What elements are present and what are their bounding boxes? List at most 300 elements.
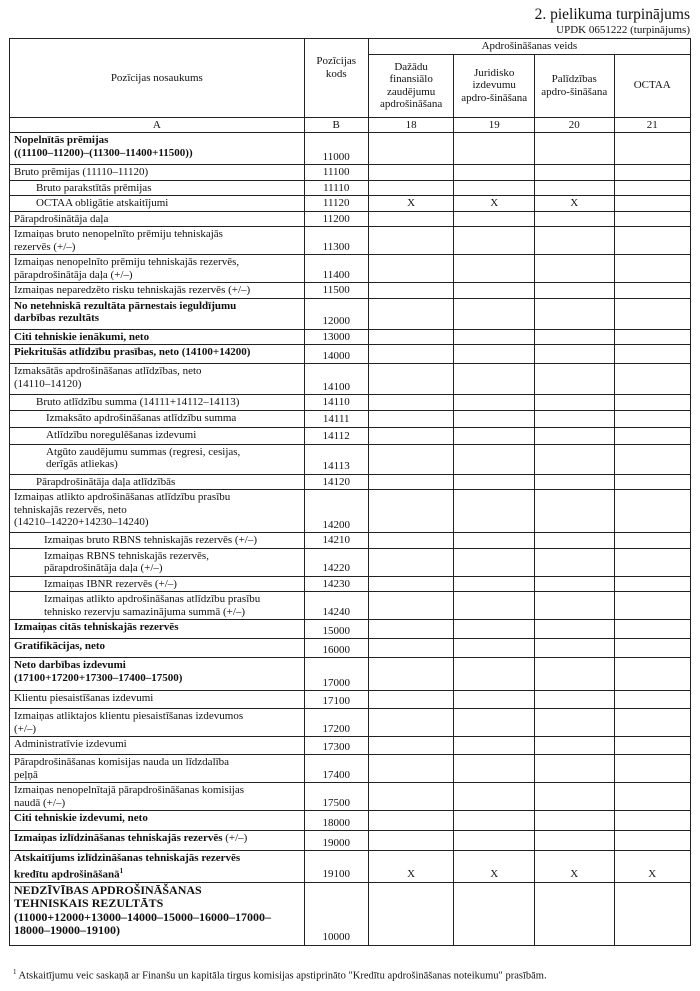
cell-legal-expenses (454, 691, 535, 709)
cell-octaa (614, 474, 691, 490)
cell-legal-expenses (454, 345, 535, 364)
cell-octaa (614, 395, 691, 411)
row-name (10, 345, 305, 364)
row-name-line: Izmaiņas atliktajos klientu piesaistīšanas izdevumos (14, 710, 244, 722)
cell-assistance (534, 592, 614, 620)
cell-legal-expenses (454, 755, 535, 783)
row-name-line: (17100+17200+17300–17400–17500) (14, 671, 183, 684)
cell-financial-loss (368, 410, 454, 427)
footnote-ref: 1 (119, 866, 124, 875)
row-name-line: Atskaitījums izlīdzināšanas tehniskajās rezervēs (14, 852, 241, 864)
cell-assistance (534, 548, 614, 576)
table-row (10, 709, 691, 737)
row-name (10, 410, 305, 427)
cell-financial-loss: X (368, 851, 454, 883)
cell-octaa (614, 548, 691, 576)
row-code: 11200 (304, 211, 368, 227)
cell-octaa (614, 490, 691, 533)
row-name (10, 180, 305, 196)
cell-legal-expenses (454, 737, 535, 755)
cell-assistance (534, 298, 614, 329)
table-row (10, 427, 691, 444)
cell-financial-loss (368, 709, 454, 737)
cell-octaa (614, 196, 691, 212)
cell-legal-expenses (454, 639, 535, 658)
table-row (10, 851, 691, 883)
cell-legal-expenses (454, 283, 535, 299)
row-code: 11100 (304, 165, 368, 181)
cell-assistance (534, 345, 614, 364)
cell-octaa: X (614, 851, 691, 883)
cell-octaa (614, 592, 691, 620)
row-name (10, 811, 305, 831)
cell-financial-loss (368, 180, 454, 196)
table-row (10, 639, 691, 658)
row-name-line: Izmaiņas nenopelnīto prēmiju tehniskajās rezervēs, (14, 256, 240, 268)
row-name (10, 283, 305, 299)
row-name (10, 658, 305, 691)
row-code: 17200 (304, 709, 368, 737)
row-name (10, 474, 305, 490)
cell-financial-loss (368, 592, 454, 620)
table-row (10, 133, 691, 165)
table-row (10, 227, 691, 255)
row-name (10, 620, 305, 639)
cell-financial-loss (368, 227, 454, 255)
table-row (10, 283, 691, 299)
cell-assistance (534, 811, 614, 831)
cell-financial-loss: X (368, 196, 454, 212)
cell-financial-loss (368, 831, 454, 851)
cell-legal-expenses (454, 255, 535, 283)
header-type-octaa: OCTAA (614, 54, 691, 117)
cell-octaa (614, 211, 691, 227)
row-name (10, 783, 305, 811)
form-code: UPDK 0651222 (turpinājums) (556, 24, 690, 36)
table-row (10, 474, 691, 490)
cell-octaa (614, 410, 691, 427)
row-name (10, 592, 305, 620)
table-row (10, 364, 691, 395)
row-name-line: Izmaiņas bruto RBNS tehniskajās rezervēs (+/–) (44, 534, 258, 546)
row-code: 16000 (304, 639, 368, 658)
row-code: 19000 (304, 831, 368, 851)
row-name-line: Citi tehniskie ienākumi, neto (14, 330, 150, 343)
cell-octaa (614, 882, 691, 945)
row-name-line: Izmaksātās apdrošināšanas atlīdzības, neto (14, 365, 202, 377)
row-name (10, 691, 305, 709)
row-name-line: Atgūto zaudējumu summas (regresi, cesijas, (46, 445, 241, 458)
row-name (10, 427, 305, 444)
table-row (10, 755, 691, 783)
letter-b: B (304, 117, 368, 133)
cell-assistance (534, 691, 614, 709)
row-code: 14200 (304, 490, 368, 533)
cell-financial-loss (368, 548, 454, 576)
cell-legal-expenses (454, 658, 535, 691)
cell-assistance (534, 474, 614, 490)
table-row (10, 444, 691, 474)
row-name-line: ((11100–11200)–(11300–11400+11500)) (14, 146, 193, 159)
cell-legal-expenses: X (454, 851, 535, 883)
table-row (10, 576, 691, 592)
cell-assistance (534, 737, 614, 755)
cell-octaa (614, 345, 691, 364)
row-name-line: derīgās atliekas) (46, 458, 118, 470)
cell-assistance (534, 639, 614, 658)
row-name-line: Atlīdzību noregulēšanas izdevumi (46, 428, 197, 441)
cell-octaa (614, 755, 691, 783)
row-name (10, 831, 305, 851)
row-name-line: (+/–) (14, 722, 37, 735)
row-name-line: peļņā (14, 768, 38, 781)
row-name (10, 329, 305, 345)
cell-assistance (534, 533, 614, 549)
cell-legal-expenses (454, 364, 535, 395)
row-name (10, 639, 305, 658)
cell-legal-expenses (454, 133, 535, 165)
row-name-line: Izmaiņas izlīdzināšanas tehniskajās rezervēs (14, 832, 223, 844)
row-name-line: (14110–14120) (14, 377, 82, 390)
cell-legal-expenses (454, 227, 535, 255)
row-name-line: Izmaiņas RBNS tehniskajās rezervēs, (44, 549, 209, 562)
row-name-line: tehniskajās rezervēs, neto (14, 503, 127, 516)
row-code: 14230 (304, 576, 368, 592)
row-code: 14111 (304, 410, 368, 427)
cell-octaa (614, 811, 691, 831)
row-code: 15000 (304, 620, 368, 639)
table-row (10, 658, 691, 691)
cell-financial-loss (368, 620, 454, 639)
cell-financial-loss (368, 783, 454, 811)
row-code: 14210 (304, 533, 368, 549)
cell-legal-expenses (454, 548, 535, 576)
row-name-line: darbības rezultāts (14, 312, 100, 324)
table-row (10, 329, 691, 345)
row-code: 11500 (304, 283, 368, 299)
cell-assistance (534, 395, 614, 411)
row-name (10, 737, 305, 755)
row-name-line: Administratīvie izdevumi (14, 738, 127, 750)
row-code: 11120 (304, 196, 368, 212)
row-code: 17000 (304, 658, 368, 691)
cell-assistance (534, 620, 614, 639)
cell-assistance (534, 658, 614, 691)
cell-financial-loss (368, 298, 454, 329)
row-name-line: Izmaiņas atlikto apdrošināšanas atlīdzību prasību (14, 491, 231, 503)
cell-assistance (534, 783, 614, 811)
cell-legal-expenses (454, 427, 535, 444)
cell-legal-expenses (454, 211, 535, 227)
cell-octaa (614, 709, 691, 737)
header-type-legal-expenses: Juridisko izdevumu apdro-šināšana (454, 54, 535, 117)
cell-financial-loss (368, 490, 454, 533)
row-name-line: rezervēs (+/–) (14, 240, 76, 253)
cell-legal-expenses (454, 576, 535, 592)
table-row (10, 490, 691, 533)
row-name (10, 882, 305, 945)
table-row (10, 783, 691, 811)
table-row (10, 548, 691, 576)
cell-octaa (614, 427, 691, 444)
cell-assistance: X (534, 851, 614, 883)
cell-assistance (534, 211, 614, 227)
cell-financial-loss (368, 427, 454, 444)
row-name (10, 133, 305, 165)
table-row (10, 737, 691, 755)
cell-financial-loss (368, 755, 454, 783)
row-code: 14220 (304, 548, 368, 576)
cell-assistance (534, 180, 614, 196)
cell-financial-loss (368, 639, 454, 658)
row-code: 11000 (304, 133, 368, 165)
row-name-line: TEHNISKAIS REZULTĀTS (14, 896, 164, 911)
row-name-line: Bruto prēmijas (11110–11120) (14, 166, 149, 178)
row-code: 14240 (304, 592, 368, 620)
cell-assistance (534, 831, 614, 851)
row-code: 17400 (304, 755, 368, 783)
row-name-line: Citi tehniskie izdevumi, neto (14, 812, 148, 824)
cell-financial-loss (368, 576, 454, 592)
cell-legal-expenses (454, 490, 535, 533)
cell-financial-loss (368, 658, 454, 691)
row-name-line: Izmaiņas atlikto apdrošināšanas atlīdzību prasību (44, 593, 261, 605)
cell-legal-expenses (454, 811, 535, 831)
cell-octaa (614, 639, 691, 658)
cell-octaa (614, 783, 691, 811)
letter-18: 18 (368, 117, 454, 133)
row-name (10, 227, 305, 255)
row-name-line: Gratifikācijas, neto (14, 640, 106, 652)
row-code: 13000 (304, 329, 368, 345)
footnote-mark: 1 (13, 968, 17, 976)
cell-financial-loss (368, 133, 454, 165)
table-row (10, 882, 691, 945)
cell-financial-loss (368, 737, 454, 755)
cell-legal-expenses (454, 180, 535, 196)
row-code: 11110 (304, 180, 368, 196)
cell-legal-expenses (454, 533, 535, 549)
letter-19: 19 (454, 117, 535, 133)
row-name (10, 548, 305, 576)
table-row (10, 592, 691, 620)
letter-21: 21 (614, 117, 691, 133)
header-position-code: Pozīcijas kods (304, 39, 368, 118)
cell-assistance (534, 227, 614, 255)
cell-octaa (614, 255, 691, 283)
cell-financial-loss (368, 444, 454, 474)
row-name-line: tehnisko rezervju samazinājuma summā (+/–) (44, 605, 246, 618)
cell-legal-expenses (454, 709, 535, 737)
row-code: 14100 (304, 364, 368, 395)
row-name-line: Pārapdrošinātāja daļa atlīdzībās (36, 475, 176, 488)
row-name-line: Izmaiņas IBNR rezervēs (+/–) (44, 577, 177, 590)
cell-financial-loss (368, 811, 454, 831)
cell-legal-expenses (454, 783, 535, 811)
cell-legal-expenses (454, 444, 535, 474)
cell-assistance (534, 133, 614, 165)
cell-octaa (614, 227, 691, 255)
table-row (10, 410, 691, 427)
annex-title: 2. pielikuma turpinājums (534, 6, 690, 23)
row-name-line: pārapdrošinātāja daļa (+/–) (14, 268, 133, 281)
cell-octaa (614, 180, 691, 196)
cell-legal-expenses (454, 592, 535, 620)
cell-legal-expenses (454, 165, 535, 181)
row-name-line: Neto darbības izdevumi (14, 659, 126, 671)
table-row (10, 691, 691, 709)
row-name (10, 196, 305, 212)
row-code: 14000 (304, 345, 368, 364)
table-row (10, 395, 691, 411)
cell-legal-expenses (454, 620, 535, 639)
row-code: 11300 (304, 227, 368, 255)
row-name (10, 490, 305, 533)
cell-assistance (534, 755, 614, 783)
row-name (10, 165, 305, 181)
cell-legal-expenses (454, 474, 535, 490)
row-name-line: Bruto atlīdzību summa (14111+14112–14113) (36, 396, 240, 408)
row-name-line: NEDZĪVĪBAS APDROŠINĀŠANAS (14, 882, 202, 897)
row-code: 17500 (304, 783, 368, 811)
row-code: 18000 (304, 811, 368, 831)
cell-financial-loss (368, 255, 454, 283)
letter-20: 20 (534, 117, 614, 133)
table-row (10, 196, 691, 212)
table-row (10, 620, 691, 639)
row-name-line: Pārapdrošinātāja daļa (14, 212, 109, 225)
row-name-line: (+/–) (222, 832, 248, 844)
cell-assistance (534, 709, 614, 737)
row-name-line: (14210–14220+14230–14240) (14, 516, 149, 528)
row-name-line: (11000+12000+13000–14000–15000–16000–17000– (14, 909, 272, 924)
row-name (10, 533, 305, 549)
row-code: 19100 (304, 851, 368, 883)
row-name (10, 444, 305, 474)
cell-financial-loss (368, 364, 454, 395)
cell-legal-expenses (454, 410, 535, 427)
row-name-line: Izmaiņas neparedzēto risku tehniskajās rezervēs (+/–) (14, 284, 251, 296)
cell-assistance (534, 255, 614, 283)
header-insurance-type: Apdrošināšanas veids (368, 39, 690, 55)
cell-assistance (534, 882, 614, 945)
row-name (10, 364, 305, 395)
row-code: 14112 (304, 427, 368, 444)
row-name (10, 211, 305, 227)
row-name (10, 255, 305, 283)
cell-assistance: X (534, 196, 614, 212)
cell-assistance (534, 410, 614, 427)
row-name-line: Izmaksāto apdrošināšanas atlīdzību summa (46, 411, 237, 424)
cell-octaa (614, 533, 691, 549)
table-row (10, 255, 691, 283)
row-name (10, 709, 305, 737)
cell-assistance (534, 329, 614, 345)
table-row (10, 180, 691, 196)
row-name-line: Bruto parakstītās prēmijas (36, 181, 152, 194)
cell-legal-expenses (454, 831, 535, 851)
cell-financial-loss (368, 345, 454, 364)
row-name-line: kredītu apdrošināšanā (14, 868, 120, 881)
cell-assistance (534, 165, 614, 181)
cell-assistance (534, 364, 614, 395)
cell-octaa (614, 165, 691, 181)
row-name (10, 576, 305, 592)
table-row (10, 811, 691, 831)
footnote-text: Atskaitījumu veic saskaņā ar Finanšu un kapitāla tirgus komisijas apstiprināto "Kredītu apdrošināšanas noteikumu" prasībām. (18, 970, 547, 982)
row-code: 14110 (304, 395, 368, 411)
cell-legal-expenses (454, 298, 535, 329)
row-code: 17100 (304, 691, 368, 709)
cell-financial-loss (368, 211, 454, 227)
cell-octaa (614, 658, 691, 691)
row-name-line: Nopelnītās prēmijas (14, 134, 109, 146)
row-code: 11400 (304, 255, 368, 283)
cell-octaa (614, 133, 691, 165)
cell-legal-expenses: X (454, 196, 535, 212)
row-code: 10000 (304, 882, 368, 945)
cell-octaa (614, 283, 691, 299)
row-name-line: pārapdrošinātāja daļa (+/–) (44, 562, 163, 574)
cell-octaa (614, 620, 691, 639)
row-name-line: Pārapdrošināšanas komisijas nauda un līdzdalība (14, 756, 230, 768)
cell-octaa (614, 831, 691, 851)
row-code: 14120 (304, 474, 368, 490)
letter-a: A (10, 117, 305, 133)
cell-octaa (614, 737, 691, 755)
table-row (10, 165, 691, 181)
row-name-line: Klientu piesaistīšanas izdevumi (14, 692, 154, 704)
cell-assistance (534, 427, 614, 444)
row-name-line: Piekritušās atlīdzību prasības, neto (14100+14200) (14, 346, 251, 358)
table-row (10, 345, 691, 364)
cell-financial-loss (368, 882, 454, 945)
header-type-financial-loss: Dažādu finansiālo zaudējumu apdrošināšana (368, 54, 454, 117)
row-code: 17300 (304, 737, 368, 755)
cell-assistance (534, 444, 614, 474)
cell-assistance (534, 490, 614, 533)
cell-financial-loss (368, 283, 454, 299)
header-position-name: Pozīcijas nosaukums (10, 39, 305, 118)
cell-financial-loss (368, 165, 454, 181)
row-name (10, 755, 305, 783)
cell-octaa (614, 444, 691, 474)
cell-financial-loss (368, 329, 454, 345)
cell-legal-expenses (454, 395, 535, 411)
cell-octaa (614, 691, 691, 709)
cell-legal-expenses (454, 882, 535, 945)
row-name-line: Izmaiņas citās tehniskajās rezervēs (14, 621, 179, 633)
table-row (10, 533, 691, 549)
table-row (10, 211, 691, 227)
row-code: 12000 (304, 298, 368, 329)
row-code: 14113 (304, 444, 368, 474)
table-row (10, 831, 691, 851)
cell-financial-loss (368, 533, 454, 549)
insurance-table (9, 38, 691, 946)
header-type-assistance: Palīdzības apdro-šināšana (534, 54, 614, 117)
cell-octaa (614, 329, 691, 345)
cell-financial-loss (368, 395, 454, 411)
cell-financial-loss (368, 474, 454, 490)
cell-octaa (614, 298, 691, 329)
row-name-line: OCTAA obligātie atskaitījumi (36, 197, 169, 209)
cell-financial-loss (368, 691, 454, 709)
row-name (10, 395, 305, 411)
table-body (10, 133, 691, 946)
cell-assistance (534, 576, 614, 592)
table-row (10, 298, 691, 329)
